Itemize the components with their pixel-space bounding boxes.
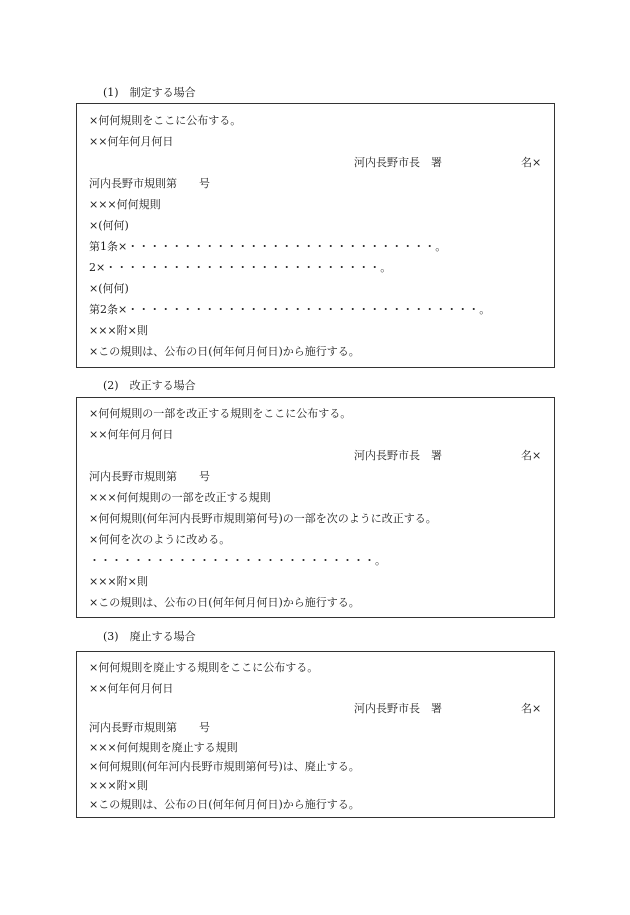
effective-date-line: ×この規則は、公布の日(何年何月何日)から施行する。 <box>89 596 360 609</box>
article-caption: ×(何何) <box>89 282 129 295</box>
section-1-heading: (1) 制定する場合 <box>103 86 196 99</box>
date-line: ××何年何月何日 <box>89 682 174 695</box>
amendment-line: ×何何規則(何年河内長野市規則第何号)の一部を次のように改正する。 <box>89 512 437 525</box>
promulgation-line: ×何何規則の一部を改正する規則をここに公布する。 <box>89 407 352 420</box>
signature-name: 名× <box>521 156 542 169</box>
effective-date-line: ×この規則は、公布の日(何年何月何日)から施行する。 <box>89 798 360 811</box>
section-2-box <box>76 397 555 618</box>
effective-date-line: ×この規則は、公布の日(何年何月何日)から施行する。 <box>89 345 360 358</box>
signature-mayor: 河内長野市長 署 <box>354 702 442 715</box>
supplementary-heading: ×××附×則 <box>89 575 148 588</box>
date-line: ××何年何月何日 <box>89 135 174 148</box>
signature-name: 名× <box>521 702 542 715</box>
paragraph-2-line: 2×・・・・・・・・・・・・・・・・・・・・・・・・・。 <box>89 261 392 274</box>
rule-title-line: ×××何何規則を廃止する規則 <box>89 741 238 754</box>
article-1-line: 第1条×・・・・・・・・・・・・・・・・・・・・・・・・・・・・。 <box>89 240 447 253</box>
section-2-heading: (2) 改正する場合 <box>103 379 196 392</box>
supplementary-heading: ×××附×則 <box>89 779 148 792</box>
dots-line: ・・・・・・・・・・・・・・・・・・・・・・・・・・。 <box>89 554 386 567</box>
revision-line: ×何何を次のように改める。 <box>89 533 231 546</box>
signature-name: 名× <box>521 449 542 462</box>
date-line: ××何年何月何日 <box>89 428 174 441</box>
rule-number-line: 河内長野市規則第 号 <box>89 177 210 190</box>
rule-number-line: 河内長野市規則第 号 <box>89 721 210 734</box>
section-1-box <box>76 103 555 368</box>
signature-mayor: 河内長野市長 署 <box>354 156 442 169</box>
promulgation-line: ×何何規則をここに公布する。 <box>89 114 242 127</box>
promulgation-line: ×何何規則を廃止する規則をここに公布する。 <box>89 661 319 674</box>
article-caption: ×(何何) <box>89 219 129 232</box>
section-3-heading: (3) 廃止する場合 <box>103 630 196 643</box>
rule-title-line: ×××何何規則 <box>89 198 161 211</box>
signature-mayor: 河内長野市長 署 <box>354 449 442 462</box>
rule-number-line: 河内長野市規則第 号 <box>89 470 210 483</box>
repeal-line: ×何何規則(何年河内長野市規則第何号)は、廃止する。 <box>89 760 360 773</box>
rule-title-line: ×××何何規則の一部を改正する規則 <box>89 491 271 504</box>
supplementary-heading: ×××附×則 <box>89 324 148 337</box>
section-3-box <box>76 651 555 818</box>
article-2-line: 第2条×・・・・・・・・・・・・・・・・・・・・・・・・・・・・・・・・。 <box>89 303 491 316</box>
